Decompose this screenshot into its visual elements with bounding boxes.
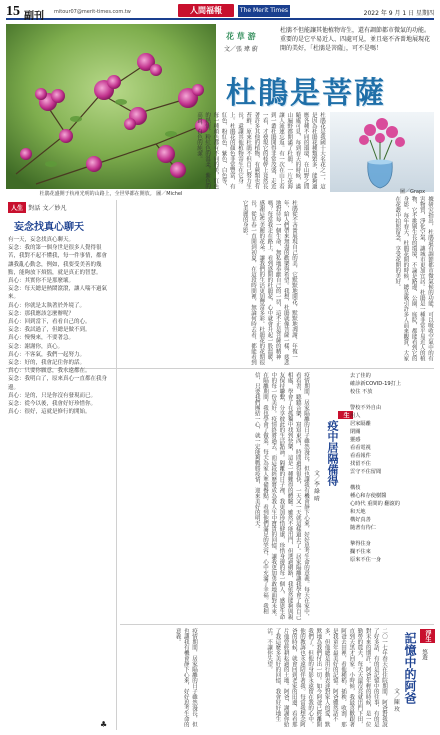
middle-article-poem: 去了佳的 確診新COVID-19打上 校住 不放 警校不外自由 用人 居家隔離 閉關 靈感 看看電視 看看報件 找留不住 雲守不住留聞 構枝 種心和存使樹醬 心時代 重問的 翻滾的 和天地 構好真善 隨著有待仁 摯得住身 攔不住來 原來不住一身 <box>350 373 402 563</box>
left-article-column: 對話 <box>28 205 41 212</box>
right-article-body-continued: 疫情期間，居家隔離的日子雖然漫長，但也讓我有機會靜下心來，好好思考生命的意義。 <box>174 628 197 727</box>
vase-photo-caption: 圖／Grapx <box>400 189 426 195</box>
right-article-body: 二〇一七年春天在住院期間，阿爸對我說了好多話，有的是記憶中的往事，有的是對未來的期許。阿爸年輕的時候，是一位勤勞的農夫，每天天還沒亮就出門下田，直到天黑才回家。小時候，我最喜歡跟著阿爸去田裡，看他種稻、插秧、收割，那是我童年最美好的記憶。阿爸雖然話不多，但他總是用行動表達對家人的愛，默默地為我們付出一切。如今阿爸已經離開我們了，但他的身影永遠留在我的心中，他的教誨也永遠陪伴著我。每當我想念阿爸的時候，就會回到老家的田邊，看看那片他曾經耕耘過的土地。阿爸，謝謝你給了我這麼多美好的回憶，我會好好地生活，不讓你失望。 <box>266 628 387 727</box>
right-article-column: 悠遊 <box>421 649 427 660</box>
middle-article-byline: 文／李 綠 晴 <box>313 470 319 501</box>
brand-logo: 花 草 游 <box>226 32 256 41</box>
masthead-logo: 人間福報 <box>178 4 234 17</box>
left-article-tag: 人生 <box>8 202 26 213</box>
masthead-english: The Merit Times <box>238 5 290 17</box>
lower-divider <box>120 624 434 625</box>
left-article-byline: 文／妙凡 <box>42 205 67 212</box>
page-number: 15 <box>6 4 20 19</box>
middle-article-body: 疫情期間，居家隔離的日子雖然漫長，但也讓我有機會靜下心來，好好思考生命的意義。每天在家中，看看書，聽聽音樂，寫寫東西，時間過得很快，一天又一天就這樣過去了。居家隔離讓我學會了與自己相處，學會了在孤獨中找到快樂，這是一種難得的體驗。雖然不能出門，但透過網路，我依然能夠與親友保持聯繫，分享彼此的生活點滴。隔離的日子裡，我更加珍惜健康，珍惜身邊的每一個人，感恩生命中的每一份美好。疫情終將過去，而這段經歷將成為我人生中寶貴的回憶，讓我更加勇敢地面對未來。在隔離期間，我也學會了做菜，每天為家人準備餐點，看到他們滿足的笑容，心中充滿了幸福。我相信，只要我們團結一心，就一定能夠戰勝疫情，迎來美好的明天。 <box>253 372 309 620</box>
left-article-body: 有一天，妄念找真心聊天。 妄念：我的第一個身世是很多人覺得很苦，我對不起不懂我，每一件事情，都會讓我亂心動念，例如，我要受美善的幾點，能夠放下煩惱，就是真正的智慧。 真心：其實你不是那麼壞。 妄念：每天總是熱鬧滾滾，讓人喘不過氣來。 真心：你就是太執著於外境了。 妄念：那我應該怎麼辦呢？ 真心：回到當下，看看自己的心。 妄念：我試過了，但總是做不到。 真心：慢慢來，不要著急。 妄念：謝謝你，真心。 真心：不客氣，我們一起努力。 妄念：好的，我會記住你的話。 真心：只要你願意，我永遠都在。 妄念：我明白了，原來真心一直都在我身邊。 真心：是的，只是你沒有發現而已。 妄念：從今以後，我會好好珍惜你。 真心：很好，這就是修行的開始。 <box>8 237 108 416</box>
section-name: 副刊 <box>24 11 44 22</box>
left-article-title: 妄念找真心聊天 <box>14 222 84 233</box>
feature-byline: 文／張 瑋 蔚 <box>224 46 258 53</box>
feature-lead: 杜鵑不但能讓其他植物寄生，還有調節都市微氣的功能。重要的是它平易近人、四處可見，並且毫不吝嗇地展現花開的美好，「杜鵑是菩薩」，可不是嗎！ <box>280 27 431 52</box>
right-article-byline: 文／陳 玫 <box>393 688 399 712</box>
right-article-title: 記憶中的阿爸 <box>403 632 417 704</box>
azalea-photo <box>6 24 216 189</box>
page-header <box>6 4 434 20</box>
feature-body-right: 據研究指出，杜鵑還有調節都市微氣候的功能，可以吸收空氣中的有害物質，淨化空氣，讓城市更加宜居。杜鵑是一種非常平易近人的植物，它不挑剔生長的環境，不論是路邊、公園、庭院，都能看到它的身影。每年春天，杜鵑花開的時候，總是吸引許多人前來觀賞，大家在花叢中拍照留念，享受花開的美好。 <box>394 196 433 361</box>
end-mark-icon: ♣ <box>100 720 108 729</box>
right-article-header <box>420 628 434 660</box>
feature-title: 杜鵑是菩薩 <box>226 76 386 111</box>
issue-date: 2022 年 9 月 1 日 星期四 <box>363 10 434 17</box>
right-article-tag: 浮生 <box>420 629 435 643</box>
left-article-header <box>8 202 67 213</box>
feature-body-upper: 杜鵑花是我國十大名花之一，這是因為杜鵑花種類繁多，能夠適應各種不同的環境，在山野之間隨處可見，每到春天的時候，滿山遍野都開滿了杜鵑，一片花海讓人流連忘返。有一次在山上看到一叢杜鵑開得非常茂盛，走近一看，才發現它的枝幹上竟然長著許多其他的植物，有蕨類也有苔蘚，原來杜鵑不但自己努力生長，還讓其他植物寄生在它身上。杜鵑花的顏色非常豐富，有紅色、粉紅色、紫色、白色等，每一種顏色都有不同的美，紅色的熱情，粉紅色的溫柔，紫色的高貴，白色的純潔。 <box>195 112 325 189</box>
site-address[interactable]: mitour07@merit-times.com.tw <box>54 9 131 15</box>
feature-body-middle: 杜鵑從不吝嗇展現自己的美，它默默地開花，默默地凋謝，年復一年，給人們帶來無盡的歡樂與希望。我想，杜鵑就像菩薩一樣，慈悲地對待每一個生命，無私地奉獻自己的一切，這不正是菩薩的精神嗎？每當我走在路上，看到盛開的杜鵑花，心中就會升起一股溫暖，感謝這些美麗的花朵，讓我們的生活更加豐富多彩。杜鵑花的花期很長，從早春一直開到初夏，在這段時間裡，無論何時去看，都能看到它美麗的身影。 <box>241 200 297 365</box>
azalea-photo-caption: 杜鵑花盛開于杭州光明的山路上，全世界都在開放。 圖／Michel <box>39 191 183 197</box>
column-divider-left <box>116 200 117 730</box>
middle-article-title: 疫中居隔備得 <box>326 420 339 486</box>
vase-photo <box>330 112 434 192</box>
column-brand <box>226 24 256 43</box>
middle-article-tag: 生 <box>338 411 353 419</box>
